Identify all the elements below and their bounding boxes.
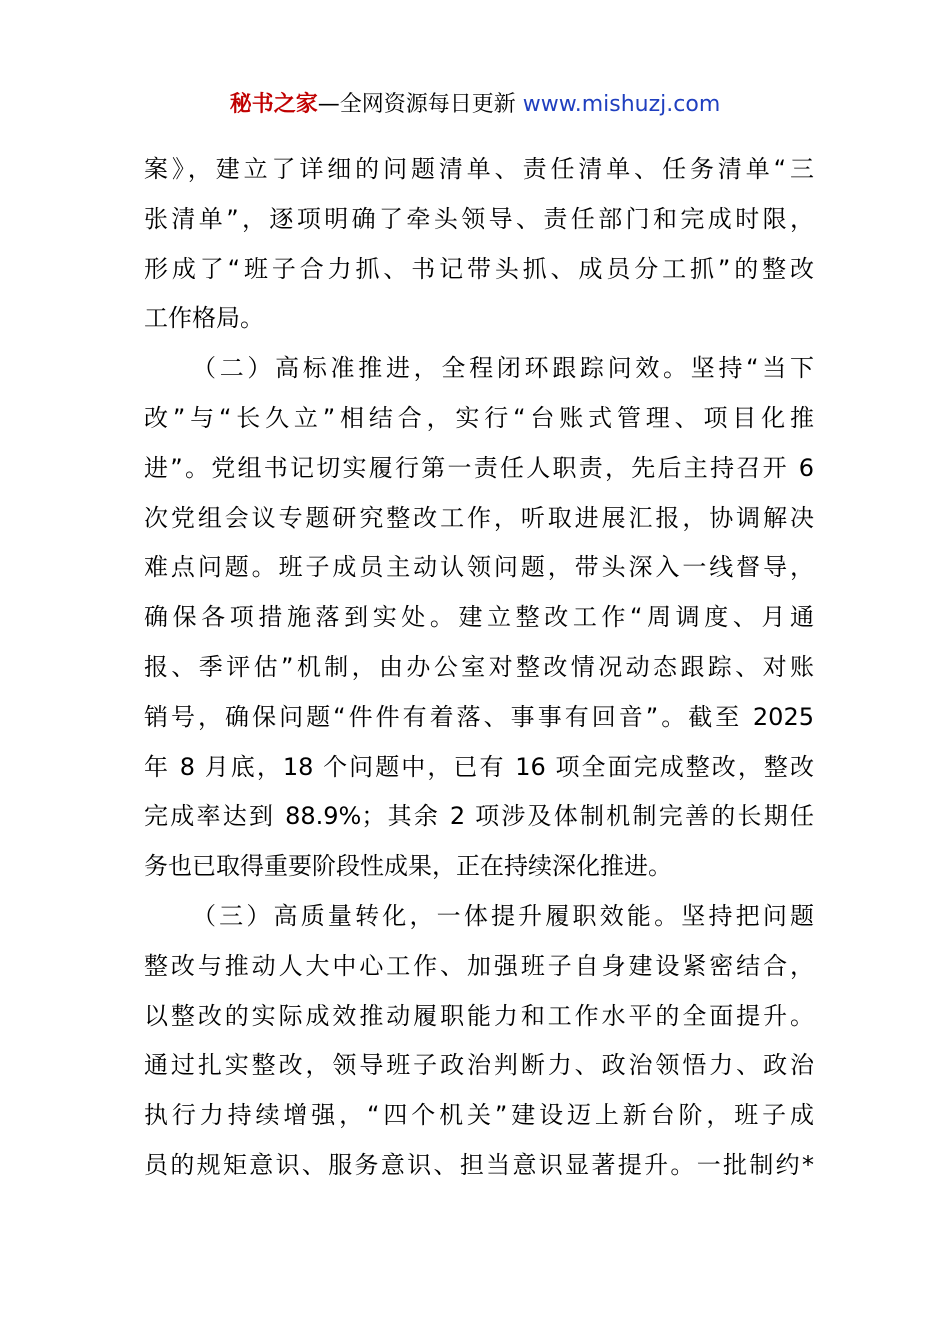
site-tagline: —全网资源每日更新: [317, 92, 516, 117]
text-line: 员的规矩意识、服务意识、担当意识显著提升。一批制约*: [144, 1150, 814, 1179]
text-line: 通过扎实整改，领导班子政治判断力、政治领悟力、政治: [144, 1051, 814, 1080]
text-line: 确保各项措施落到实处。建立整改工作“周调度、月通: [144, 603, 814, 632]
text-line: 张清单”，逐项明确了牵头领导、责任部门和完成时限，: [144, 204, 814, 233]
text-line: 完成率达到 88.9%；其余 2 项涉及体制机制完善的长期任: [144, 802, 814, 831]
paragraph-heading-2: （二）高标准推进，全程闭环跟踪问效。坚持“当下: [192, 354, 814, 383]
text-line: 整改与推动人大中心工作、加强班子自身建设紧密结合，: [144, 951, 814, 980]
text-line: 执行力持续增强，“四个机关”建设迈上新台阶，班子成: [144, 1101, 814, 1130]
text-line: 销号，确保问题“件件有着落、事事有回音”。截至 2025: [144, 702, 814, 731]
text-line: 务也已取得重要阶段性成果，正在持续深化推进。: [144, 852, 672, 881]
text-line: 改”与“长久立”相结合，实行“台账式管理、项目化推: [144, 403, 814, 432]
text-line: 报、季评估”机制，由办公室对整改情况动态跟踪、对账: [144, 652, 814, 681]
text-line: 案》，建立了详细的问题清单、责任清单、任务清单“三: [144, 155, 814, 183]
paragraph-heading-3: （三）高质量转化，一体提升履职效能。坚持把问题: [192, 901, 814, 930]
site-url-link[interactable]: www.mishuzj.com: [522, 92, 721, 117]
text-line: 以整改的实际成效推动履职能力和工作水平的全面提升。: [144, 1001, 814, 1030]
text-line: 难点问题。班子成员主动认领问题，带头深入一线督导，: [144, 553, 814, 582]
text-line: 年 8 月底，18 个问题中，已有 16 项全面完成整改，整改: [144, 752, 814, 781]
text-line: 工作格局。: [144, 304, 264, 333]
document-body: [144, 145, 814, 1191]
text-line: 次党组会议专题研究整改工作，听取进展汇报，协调解决: [144, 503, 814, 532]
site-header: [0, 88, 950, 122]
text-line: 进”。党组书记切实履行第一责任人职责，先后主持召开 6: [144, 453, 814, 482]
site-brand: 秘书之家: [229, 92, 318, 117]
text-line: 形成了“班子合力抓、书记带头抓、成员分工抓”的整改: [144, 254, 814, 283]
